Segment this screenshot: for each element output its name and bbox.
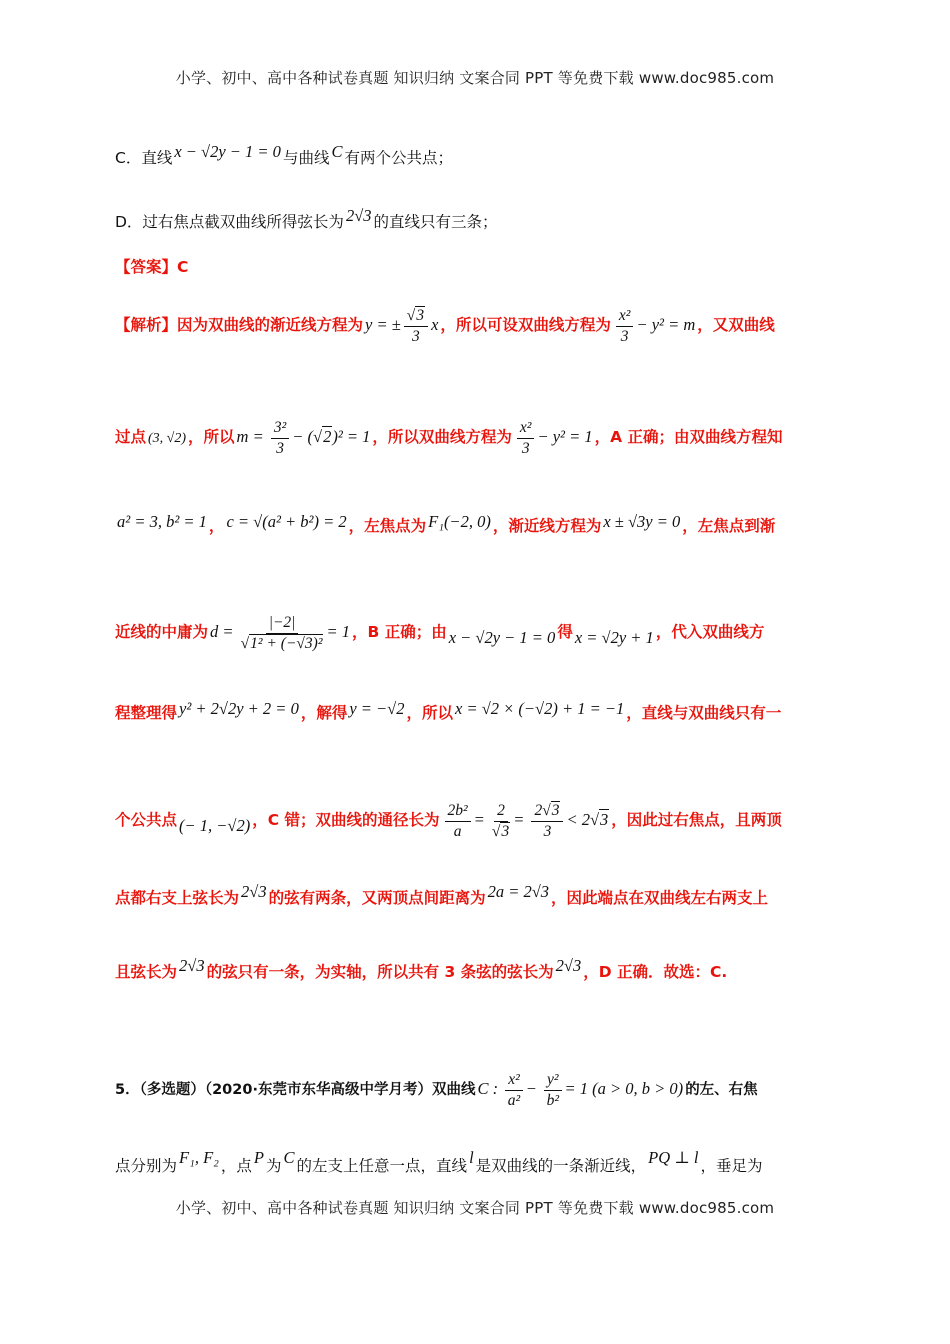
m-computation: m = $\frac{\text{3²}}{3}$ − (√2)² = 1 [236,419,371,457]
answer-label: 【答案】 [115,258,178,276]
hyperbola-form-m: $\frac{\text{x²}}{3}$ − y² = m [613,308,695,344]
option-d [115,206,840,231]
option-d-prefix: D．过右焦点截双曲线所得弦长为 [115,213,344,231]
q5-text-2f: ，垂足为 [700,1157,763,1175]
analysis-text-5a: 程整理得 [115,704,178,722]
chord-length-value: 2√3 [241,882,267,901]
intersection-point: (− 1, −√2) [179,815,251,835]
q5-text-2e: 是双曲线的一条渐近线， [475,1157,647,1175]
q5-foci: F₁, F₂ [179,1148,219,1167]
analysis-text-1b: ，所以可设双曲线方程为 [440,315,611,334]
page-header: 小学、初中、高中各种试卷真题 知识归纳 文案合同 PPT 等免费下载 www.doc985.com [175,69,775,87]
q5-curve-c: C [283,1148,295,1167]
analysis-text-6a: 个公共点 [115,810,178,829]
hyperbola-equation: $\frac{\text{x²}}{3}$ − y² = 1 [514,420,593,456]
analysis-text-8a: 且弦长为 [115,963,178,981]
analysis-text-3a: ，左焦点为 [348,517,427,535]
analysis-text-4d: ，代入双曲线方 [655,622,765,641]
analysis-text-5d: ，直线与双曲线只有一 [626,704,782,722]
q5-text-1a: 5．（多选题）（2020·东莞市东华高级中学月考）双曲线 [115,1081,476,1098]
option-d-suffix: 的直线只有三条； [373,213,498,231]
analysis-text-2a: 过点 [115,427,147,446]
option-c-mid: 与曲线 [282,149,330,167]
analysis-text-4a: 近线的中庸为 [115,622,209,641]
option-c-var: C [331,142,343,161]
q5-hyperbola-equation: C : $\frac{\text{x²}}{\text{a²}}$ − $\frac{\text{y²}}{\text{b²}}$ = 1 (a > 0, b > 0) [477,1071,684,1109]
analysis-text-7b: 的弦有两条，又两顶点间距离为 [268,889,486,907]
q5-text-2b: ，点 [220,1157,252,1175]
a2-b2-values: a² = 3, b² = 1 [117,512,207,531]
vertex-distance: 2a = 2√3 [487,882,550,901]
option-c-prefix: C．直线 [115,149,173,167]
q5-line-l: l [469,1148,474,1167]
q5-text-2d: 的左支上任意一点，直线 [296,1157,468,1175]
q5-text-2c: 为 [266,1157,282,1175]
analysis-text-4c: 得 [557,622,573,641]
q5-perpendicular: PQ ⊥ l [648,1148,699,1167]
chord-length-value-2: 2√3 [179,956,205,975]
analysis-line-4 [115,615,840,651]
distance-computation: d = $\frac{|-2|}{\text{√1² + (−√3)²}}$ = 1 [210,614,350,652]
analysis-text-6b: ，C 错；双曲线的通径长为 [252,810,440,829]
q5-text-2a: 点分别为 [115,1157,178,1175]
analysis-text-4b: ，B 正确；由 [351,622,447,641]
sqrt3-over-3: $\frac{√3}{3}$ [404,308,428,344]
answer-line [115,260,840,276]
left-focus: F₁(−2, 0) [428,512,491,531]
analysis-line-8 [115,956,840,981]
analysis-text-6c: ，因此过右焦点，且两顶 [611,810,782,829]
analysis-text-8c: ，D 正确．故选：C. [583,963,728,981]
quadratic-equation: y² + 2√2y + 2 = 0 [179,699,299,718]
analysis-line-1 [115,308,840,344]
page-footer: 小学、初中、高中各种试卷真题 知识归纳 文案合同 PPT 等免费下载 www.doc985.com [175,1199,775,1217]
option-c-suffix: 有两个公共点； [344,149,453,167]
line-equation: x − √2y − 1 = 0 [448,627,556,647]
analysis-text-1a: 因为双曲线的渐近线方程为 [177,315,364,334]
option-c [115,142,840,167]
analysis-label: 【解析】 [115,315,178,334]
chord-length-value-3: 2√3 [555,956,582,975]
analysis-line-5 [115,699,840,722]
analysis-text-8b: 的弦只有一条，为实轴，所以共有 3 条弦的弦长为 [206,963,554,981]
analysis-text-3b: ，渐近线方程为 [492,517,602,535]
analysis-text-5c: ，所以 [406,704,454,722]
question-5-line-2 [115,1148,840,1175]
point-3-sqrt2: (3, √2) [148,430,187,446]
analysis-text-5b: ，解得 [300,704,348,722]
option-d-value: 2√3 [345,206,372,225]
analysis-line-3: a² = 3, b² = 1 ， c = √(a² + b²) = 2 ，左焦点为 F₁(−2, 0) ，渐近线方程为 x ± √3y = 0 ，左焦点到渐 [117,512,776,535]
q5-text-1b: 的左、右焦 [685,1081,758,1098]
analysis-line-7 [115,882,840,907]
x-solution: x = √2 × (−√2) + 1 = −1 [455,699,625,718]
analysis-text-2b: ，所以 [188,427,235,446]
analysis-text-7c: ，因此端点在双曲线左右两支上 [551,889,769,907]
option-c-equation: x − √2y − 1 = 0 [174,142,281,161]
latus-rectum-computation: $\frac{\text{2b²}}{a}$ = $\frac{2}{√3}$ = $\frac{2√3}{3}$ < 2√3 [442,803,610,839]
answer-value: C [177,258,189,276]
analysis-text-3c: ，左焦点到渐 [682,517,776,535]
question-5-line-1 [115,1072,840,1108]
c-value: c = √(a² + b²) = 2 [226,512,347,531]
analysis-line-6 [115,803,840,839]
analysis-text-1c: ，又双曲线 [697,315,775,334]
analysis-text-2d: ，A 正确；由双曲线方程知 [594,427,783,446]
asymptote-equation: y = ± $\frac{√3}{3}$ x [365,307,439,345]
analysis-text-7a: 点都右支上弦长为 [115,889,240,907]
q5-point-p: P [253,1148,265,1167]
asymptote-general: x ± √3y = 0 [603,512,681,531]
analysis-text-2c: ，所以双曲线方程为 [372,427,512,446]
x-in-terms-of-y: x = √2y + 1 [574,627,654,647]
analysis-line-2 [115,420,840,456]
y-solution: y = −√2 [349,699,405,718]
